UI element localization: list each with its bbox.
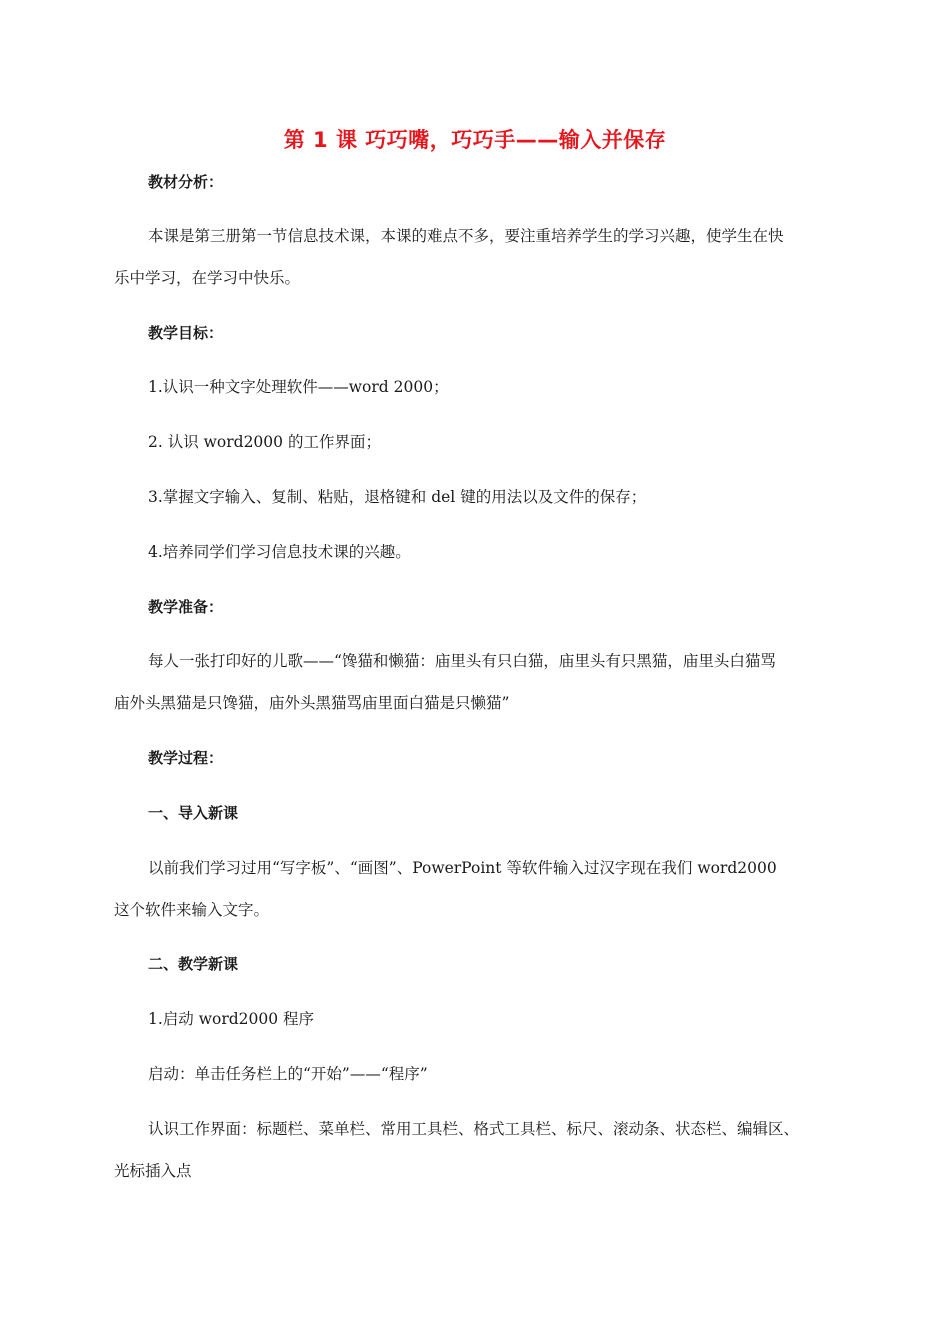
goal-item-2: 2. 认识 word2000 的工作界面； xyxy=(148,433,381,451)
analysis-line-1: 本课是第三册第一节信息技术课，本课的难点不多，要注重培养学生的学习兴趣，使学生在快 xyxy=(148,227,784,245)
page-title: 第 1 课 巧巧嘴，巧巧手——输入并保存 xyxy=(283,128,667,152)
paragraph-start: 启动：单击任务栏上的“开始”——“程序” xyxy=(148,1065,428,1083)
goal-item-1: 1.认识一种文字处理软件——word 2000； xyxy=(148,378,449,396)
paragraph-intro xyxy=(114,847,844,931)
step-item-1: 1.启动 word2000 程序 xyxy=(148,1010,315,1028)
heading-new-lesson: 二、教学新课 xyxy=(148,955,239,973)
heading-prep: 教学准备： xyxy=(148,598,224,616)
paragraph-prep xyxy=(114,640,844,724)
analysis-line-2: 乐中学习，在学习中快乐。 xyxy=(114,269,301,287)
ui-line-1: 认识工作界面：标题栏、菜单栏、常用工具栏、格式工具栏、标尺、滚动条、状态栏、编辑区、 xyxy=(148,1120,800,1138)
heading-analysis: 教材分析： xyxy=(148,173,224,191)
paragraph-analysis xyxy=(114,215,844,299)
prep-line-2: 庙外头黑猫是只馋猫，庙外头黑猫骂庙里面白猫是只懒猫” xyxy=(114,694,510,712)
heading-goals: 教学目标： xyxy=(148,324,224,342)
prep-line-1: 每人一张打印好的儿歌——“馋猫和懒猫：庙里头有只白猫，庙里头有只黑猫，庙里头白猫骂 xyxy=(148,652,776,670)
paragraph-ui xyxy=(114,1108,844,1192)
goal-item-4: 4.培养同学们学习信息技术课的兴趣。 xyxy=(148,543,411,561)
ui-line-2: 光标插入点 xyxy=(114,1162,192,1180)
goal-item-3: 3.掌握文字输入、复制、粘贴，退格键和 del 键的用法以及文件的保存； xyxy=(148,488,647,506)
intro-line-1: 以前我们学习过用“写字板”、“画图”、PowerPoint 等软件输入过汉字现在我们 word2000 xyxy=(148,859,777,877)
heading-process: 教学过程： xyxy=(148,749,224,767)
intro-line-2: 这个软件来输入文字。 xyxy=(114,901,270,919)
heading-intro: 一、导入新课 xyxy=(148,804,239,822)
